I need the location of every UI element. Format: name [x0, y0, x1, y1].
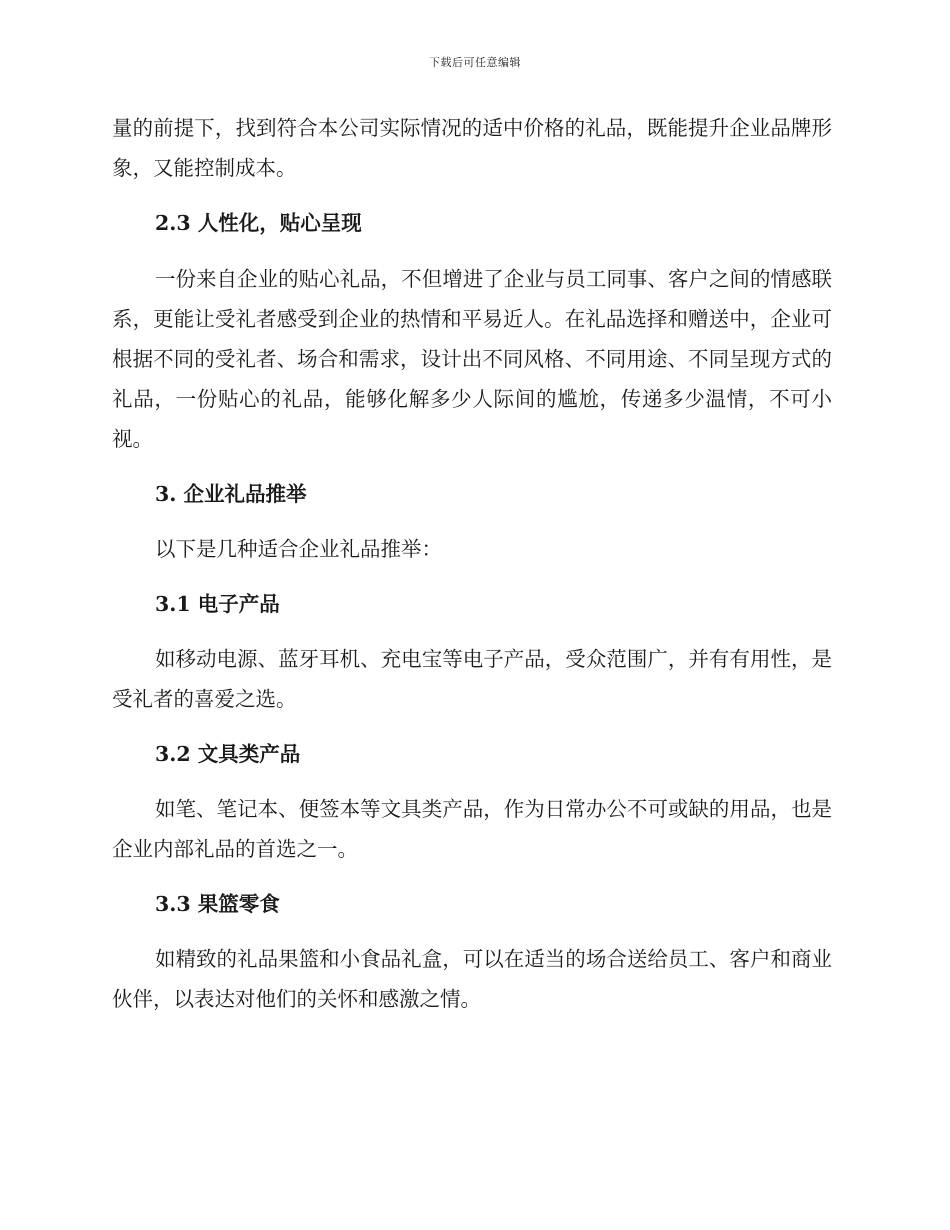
- heading-2-3: 2.3 人性化，贴心呈现: [155, 211, 362, 235]
- paragraph-stationery: 如笔、笔记本、便签本等文具类产品，作为日常办公不可或缺的用品，也是企业内部礼品的首选之一。: [112, 797, 832, 861]
- page-header: 下载后可任意编辑: [429, 56, 521, 69]
- paragraph-recommendation-intro: 以下是几种适合企业礼品推举：: [155, 537, 442, 561]
- heading-3-3: 3.3 果篮零食: [155, 892, 280, 916]
- heading-3-1: 3.1 电子产品: [155, 592, 280, 616]
- paragraph-fruit-snacks: 如精致的礼品果篮和小食品礼盒，可以在适当的场合送给员工、客户和商业伙伴，以表达对他们的关怀和感激之情。: [112, 947, 832, 1011]
- paragraph-cost-control: 量的前提下，找到符合本公司实际情况的适中价格的礼品，既能提升企业品牌形象，又能控制成本。: [112, 116, 832, 180]
- paragraph-personalized-gifts: 一份来自企业的贴心礼品，不但增进了企业与员工同事、客户之间的情感联系，更能让受礼者感受到企业的热情和平易近人。在礼品选择和赠送中，企业可根据不同的受礼者、场合和需求，设计出不同风格、不同用途、不同呈现方式的礼品，一份贴心的礼品，能够化解多少人际间的尴尬，传递多少温情，不可小视。: [112, 267, 832, 451]
- document-body: [112, 108, 832, 1019]
- heading-3: 3. 企业礼品推举: [155, 482, 307, 506]
- paragraph-electronics: 如移动电源、蓝牙耳机、充电宝等电子产品，受众范围广，并有有用性，是受礼者的喜爱之选。: [112, 647, 832, 711]
- heading-3-2: 3.2 文具类产品: [155, 742, 301, 766]
